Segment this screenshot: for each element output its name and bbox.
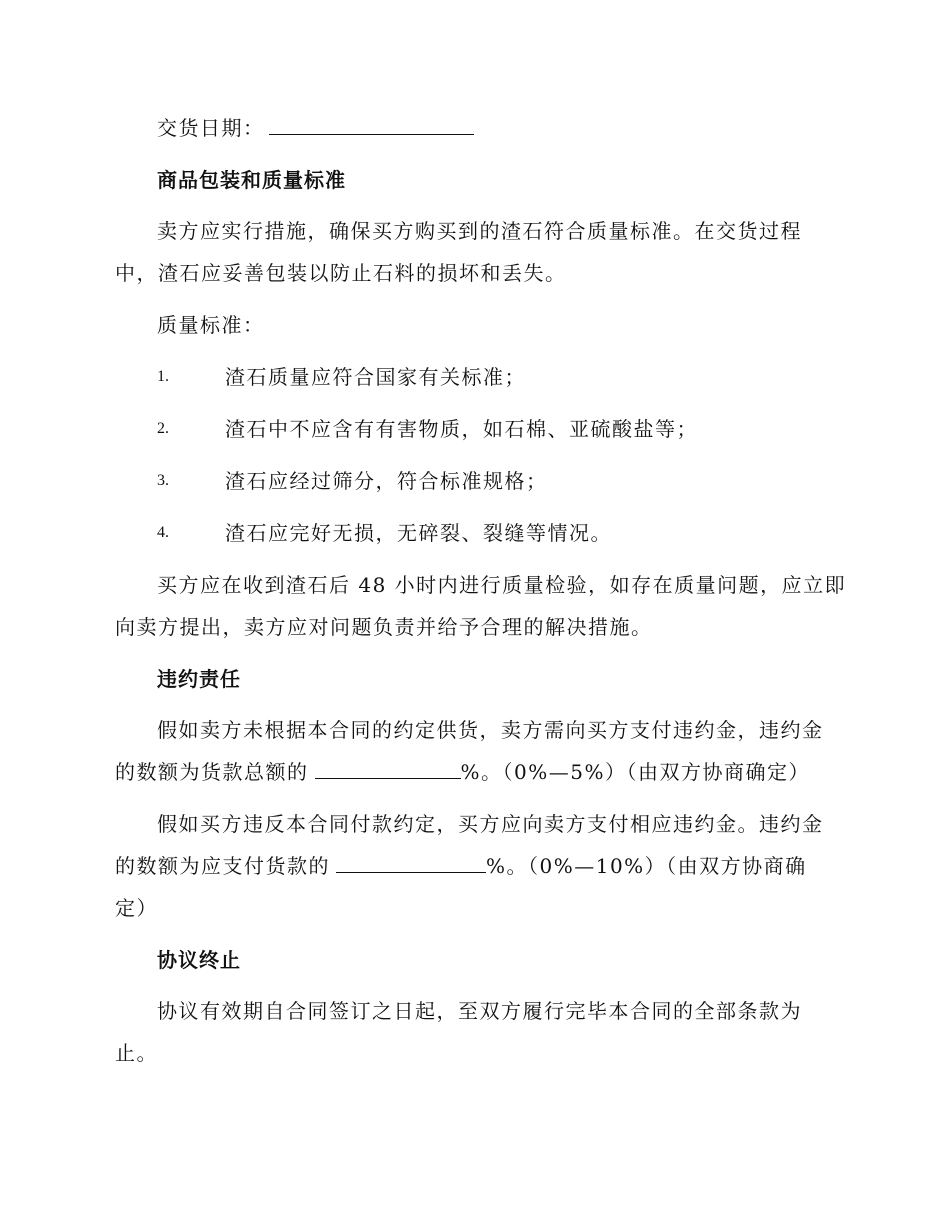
delivery-date-line	[157, 114, 474, 142]
breach-1-suffix: %。（0%—5%）（由双方协商确定）	[460, 760, 810, 784]
inspection-paragraph-line-1: 买方应在收到渣石后 48 小时内进行质量检验，如存在质量问题，应立即	[157, 573, 847, 597]
list-item-number: 3.	[157, 472, 169, 489]
breach-paragraph-1-line-1: 假如卖方未根据本合同的约定供货，卖方需向买方支付违约金，违约金	[157, 718, 824, 742]
quality-standard-label: 质量标准：	[157, 313, 265, 337]
breach-paragraph-2-line-2	[115, 852, 807, 880]
list-item-text: 渣石中不应含有有害物质，如石棉、亚硫酸盐等；	[225, 417, 698, 441]
termination-paragraph-line-1: 协议有效期自合同签订之日起，至双方履行完毕本合同的全部条款为	[157, 999, 802, 1023]
list-item-text: 渣石应经过筛分，符合标准规格；	[225, 469, 548, 493]
list-item-number: 2.	[157, 420, 169, 437]
penalty-percent-blank-1	[315, 760, 461, 779]
inspection-paragraph-line-2: 向卖方提出，卖方应对问题负责并给予合理的解决措施。	[115, 615, 653, 639]
section-title-packaging: 商品包装和质量标准	[157, 168, 346, 192]
delivery-date-label: 交货日期：	[157, 116, 265, 140]
packaging-paragraph-line-2: 中，渣石应妥善包装以防止石料的损坏和丢失。	[115, 261, 567, 285]
breach-1-prefix: 的数额为货款总额的	[115, 760, 309, 784]
list-item-text: 渣石质量应符合国家有关标准；	[225, 365, 526, 389]
packaging-paragraph-line-1: 卖方应实行措施，确保买方购买到的渣石符合质量标准。在交货过程	[157, 219, 802, 243]
breach-paragraph-2-line-3: 定）	[115, 896, 158, 920]
list-item-number: 4.	[157, 524, 169, 541]
list-item-text: 渣石应完好无损，无碎裂、裂缝等情况。	[225, 521, 612, 545]
breach-2-prefix: 的数额为应支付货款的	[115, 854, 330, 878]
list-item-number: 1.	[157, 368, 169, 385]
breach-paragraph-2-line-1: 假如买方违反本合同付款约定，买方应向卖方支付相应违约金。违约金	[157, 812, 824, 836]
penalty-percent-blank-2	[336, 854, 486, 873]
breach-paragraph-1-line-2	[115, 758, 810, 786]
section-title-breach: 违约责任	[157, 667, 241, 691]
delivery-date-blank	[269, 116, 474, 135]
breach-2-suffix: %。（0%—10%）（由双方协商确	[486, 854, 807, 878]
termination-paragraph-line-2: 止。	[115, 1041, 158, 1065]
section-title-termination: 协议终止	[157, 948, 241, 972]
